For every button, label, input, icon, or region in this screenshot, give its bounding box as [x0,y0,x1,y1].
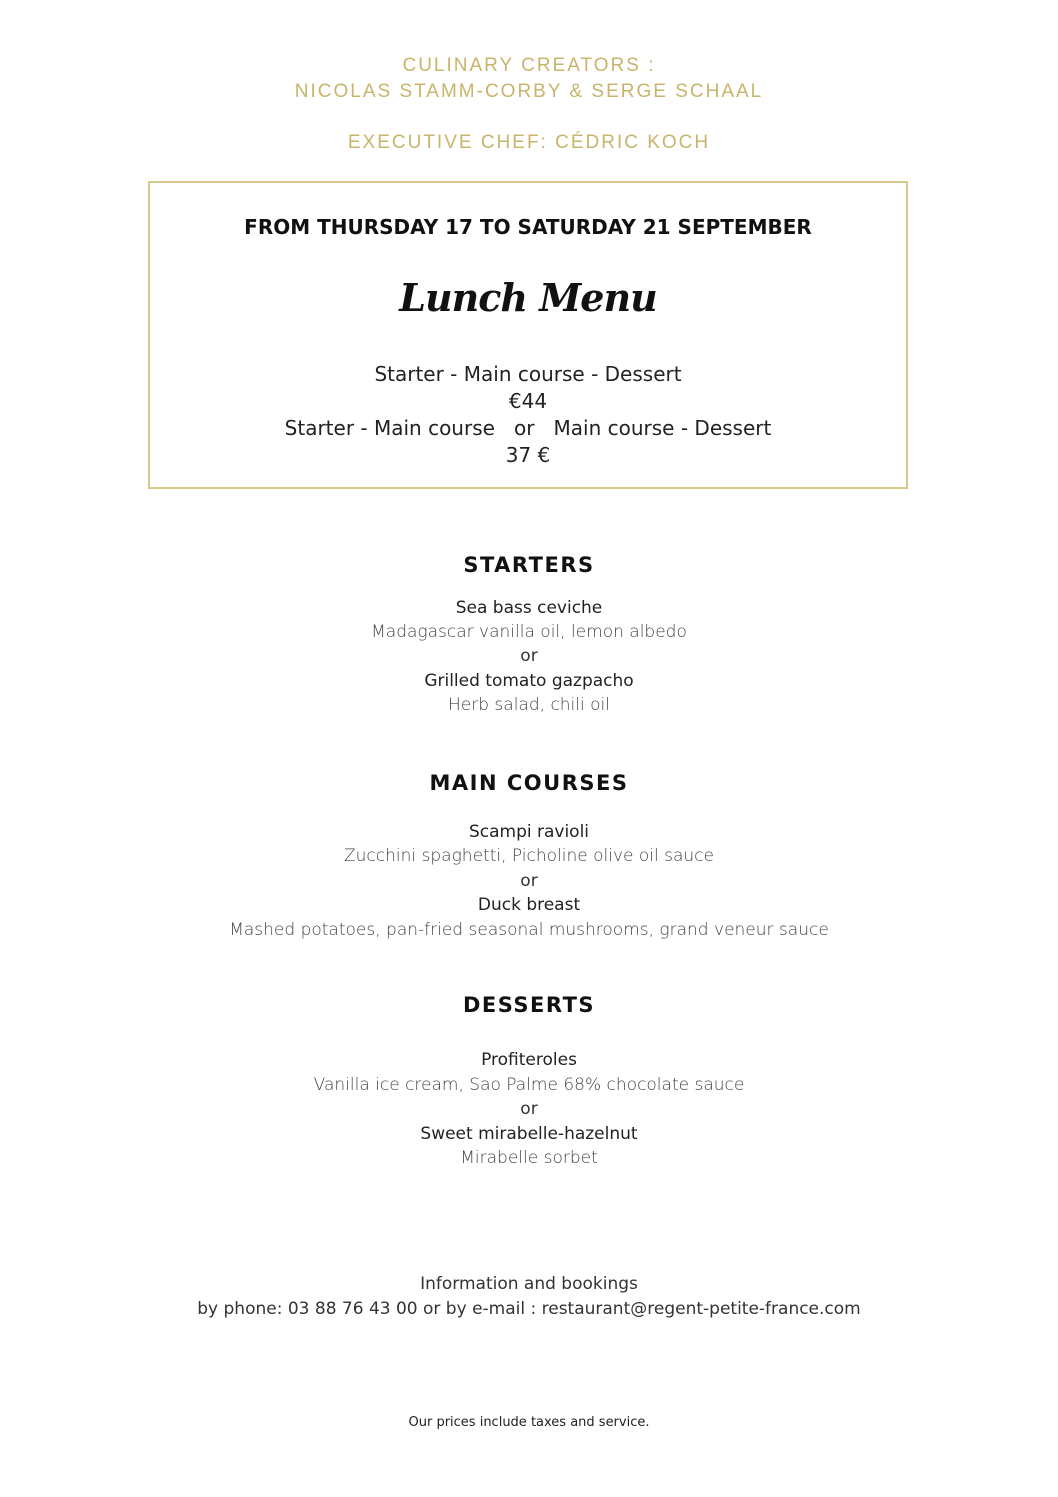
main-desc-1: Zucchini spaghetti, Picholine olive oil sauce [344,846,714,866]
price-three-course: €44 [508,389,548,413]
main-courses-heading: MAIN COURSES [429,771,629,795]
starters-heading: STARTERS [463,553,595,577]
offer-two-course: Starter - Main course or Main course - Dessert [284,416,772,440]
executive-chef-label: EXECUTIVE CHEF: CÉDRIC KOCH [347,132,711,153]
price-two-course: 37 € [505,443,551,467]
starter-dish-1: Sea bass ceviche [455,598,603,618]
culinary-creators-label: CULINARY CREATORS : [402,55,656,76]
starter-desc-1: Madagascar vanilla oil, lemon albedo [371,622,687,642]
lunch-menu-box [148,181,908,489]
starter-or: or [520,646,538,666]
dessert-dish-2: Sweet mirabelle-hazelnut [420,1124,638,1144]
starter-desc-2: Herb salad, chili oil [448,695,610,715]
menu-dates: FROM THURSDAY 17 TO SATURDAY 21 SEPTEMBER [244,215,812,239]
main-desc-2: Mashed potatoes, pan-fried seasonal mushrooms, grand veneur sauce [229,920,829,940]
menu-title: Lunch Menu [399,275,657,320]
dessert-desc-2: Mirabelle sorbet [460,1148,598,1168]
price-note: Our prices include taxes and service. [408,1415,650,1430]
dessert-desc-1: Vanilla ice cream, Sao Palme 68% chocolate sauce [313,1075,745,1095]
contact-heading: Information and bookings [420,1274,638,1294]
main-or: or [520,871,538,891]
culinary-creators-names: NICOLAS STAMM-CORBY & SERGE SCHAAL [294,81,764,102]
dessert-dish-1: Profiteroles [481,1050,577,1070]
contact-details: by phone: 03 88 76 43 00 or by e-mail : restaurant@regent-petite-france.com [197,1299,861,1319]
dessert-or: or [520,1099,538,1119]
main-dish-1: Scampi ravioli [468,822,590,842]
starter-dish-2: Grilled tomato gazpacho [424,671,634,691]
offer-three-course: Starter - Main course - Dessert [374,362,682,386]
main-dish-2: Duck breast [477,895,581,915]
desserts-heading: DESSERTS [462,993,596,1017]
